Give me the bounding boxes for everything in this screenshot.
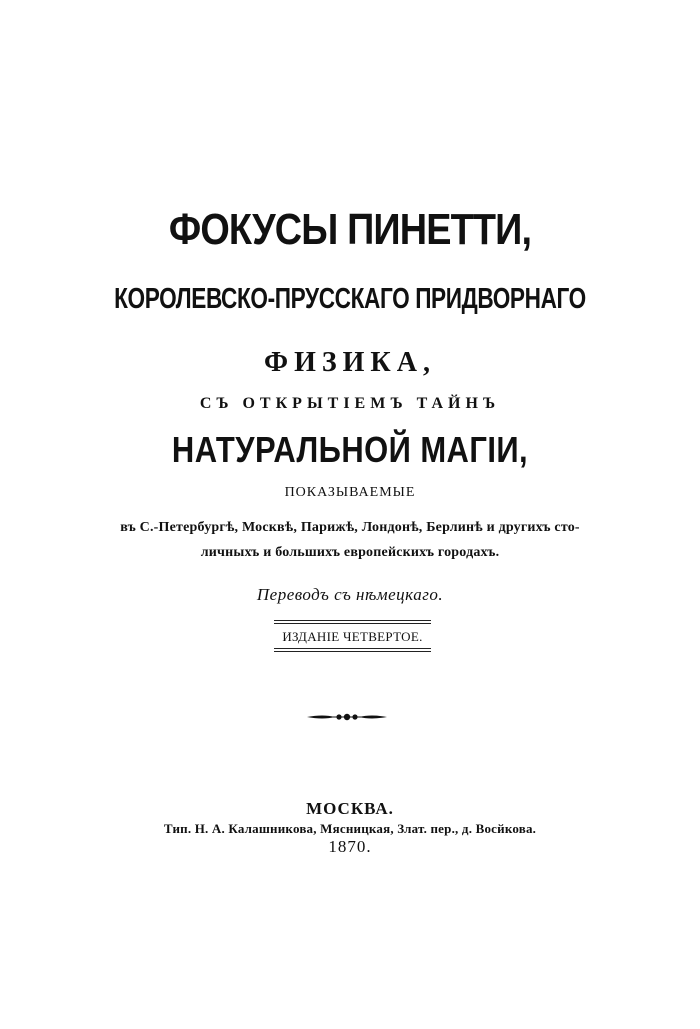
- edition-rule-top-inner: [274, 623, 431, 624]
- physicist-line: ФИЗИКА,: [264, 347, 436, 378]
- book-title: ФОКУСЫ ПИНЕТТИ,: [168, 205, 532, 254]
- translation-note: Переводъ съ нѣмецкаго.: [256, 585, 444, 604]
- edition-label: ИЗДАНІЕ ЧЕТВЕРТОЕ.: [282, 629, 423, 644]
- edition-rule-bottom-inner: [274, 648, 431, 649]
- edition-frame: [274, 620, 431, 654]
- natural-magic-heading: НАТУРАЛЬНОЙ МАГІИ,: [171, 429, 529, 470]
- edition-rule-top: [274, 620, 431, 621]
- cities-line-2: личныхъ и большихъ европейскихъ городахъ.: [200, 545, 500, 560]
- author-subtitle: КОРОЛЕВСКО-ПРУССКАГО ПРИДВОРНАГО: [114, 283, 586, 315]
- disclosure-line: СЪ ОТКРЫТІЕМЪ ТАЙНЪ: [199, 395, 501, 412]
- shown-line: ПОКАЗЫВАЕМЫЕ: [284, 485, 416, 500]
- ornament-divider: [305, 710, 389, 724]
- edition-rule-bottom: [274, 651, 431, 652]
- cities-line-1: въ С.-Петербургѣ, Москвѣ, Парижѣ, Лондонѣ, Берлинѣ и другихъ сто-: [120, 520, 580, 535]
- imprint-printer: Тип. Н. А. Калашникова, Мясницкая, Злат. пер., д. Восйкова.: [163, 821, 537, 836]
- imprint-city: МОСКВА.: [306, 799, 394, 818]
- imprint-year: 1870.: [328, 837, 372, 856]
